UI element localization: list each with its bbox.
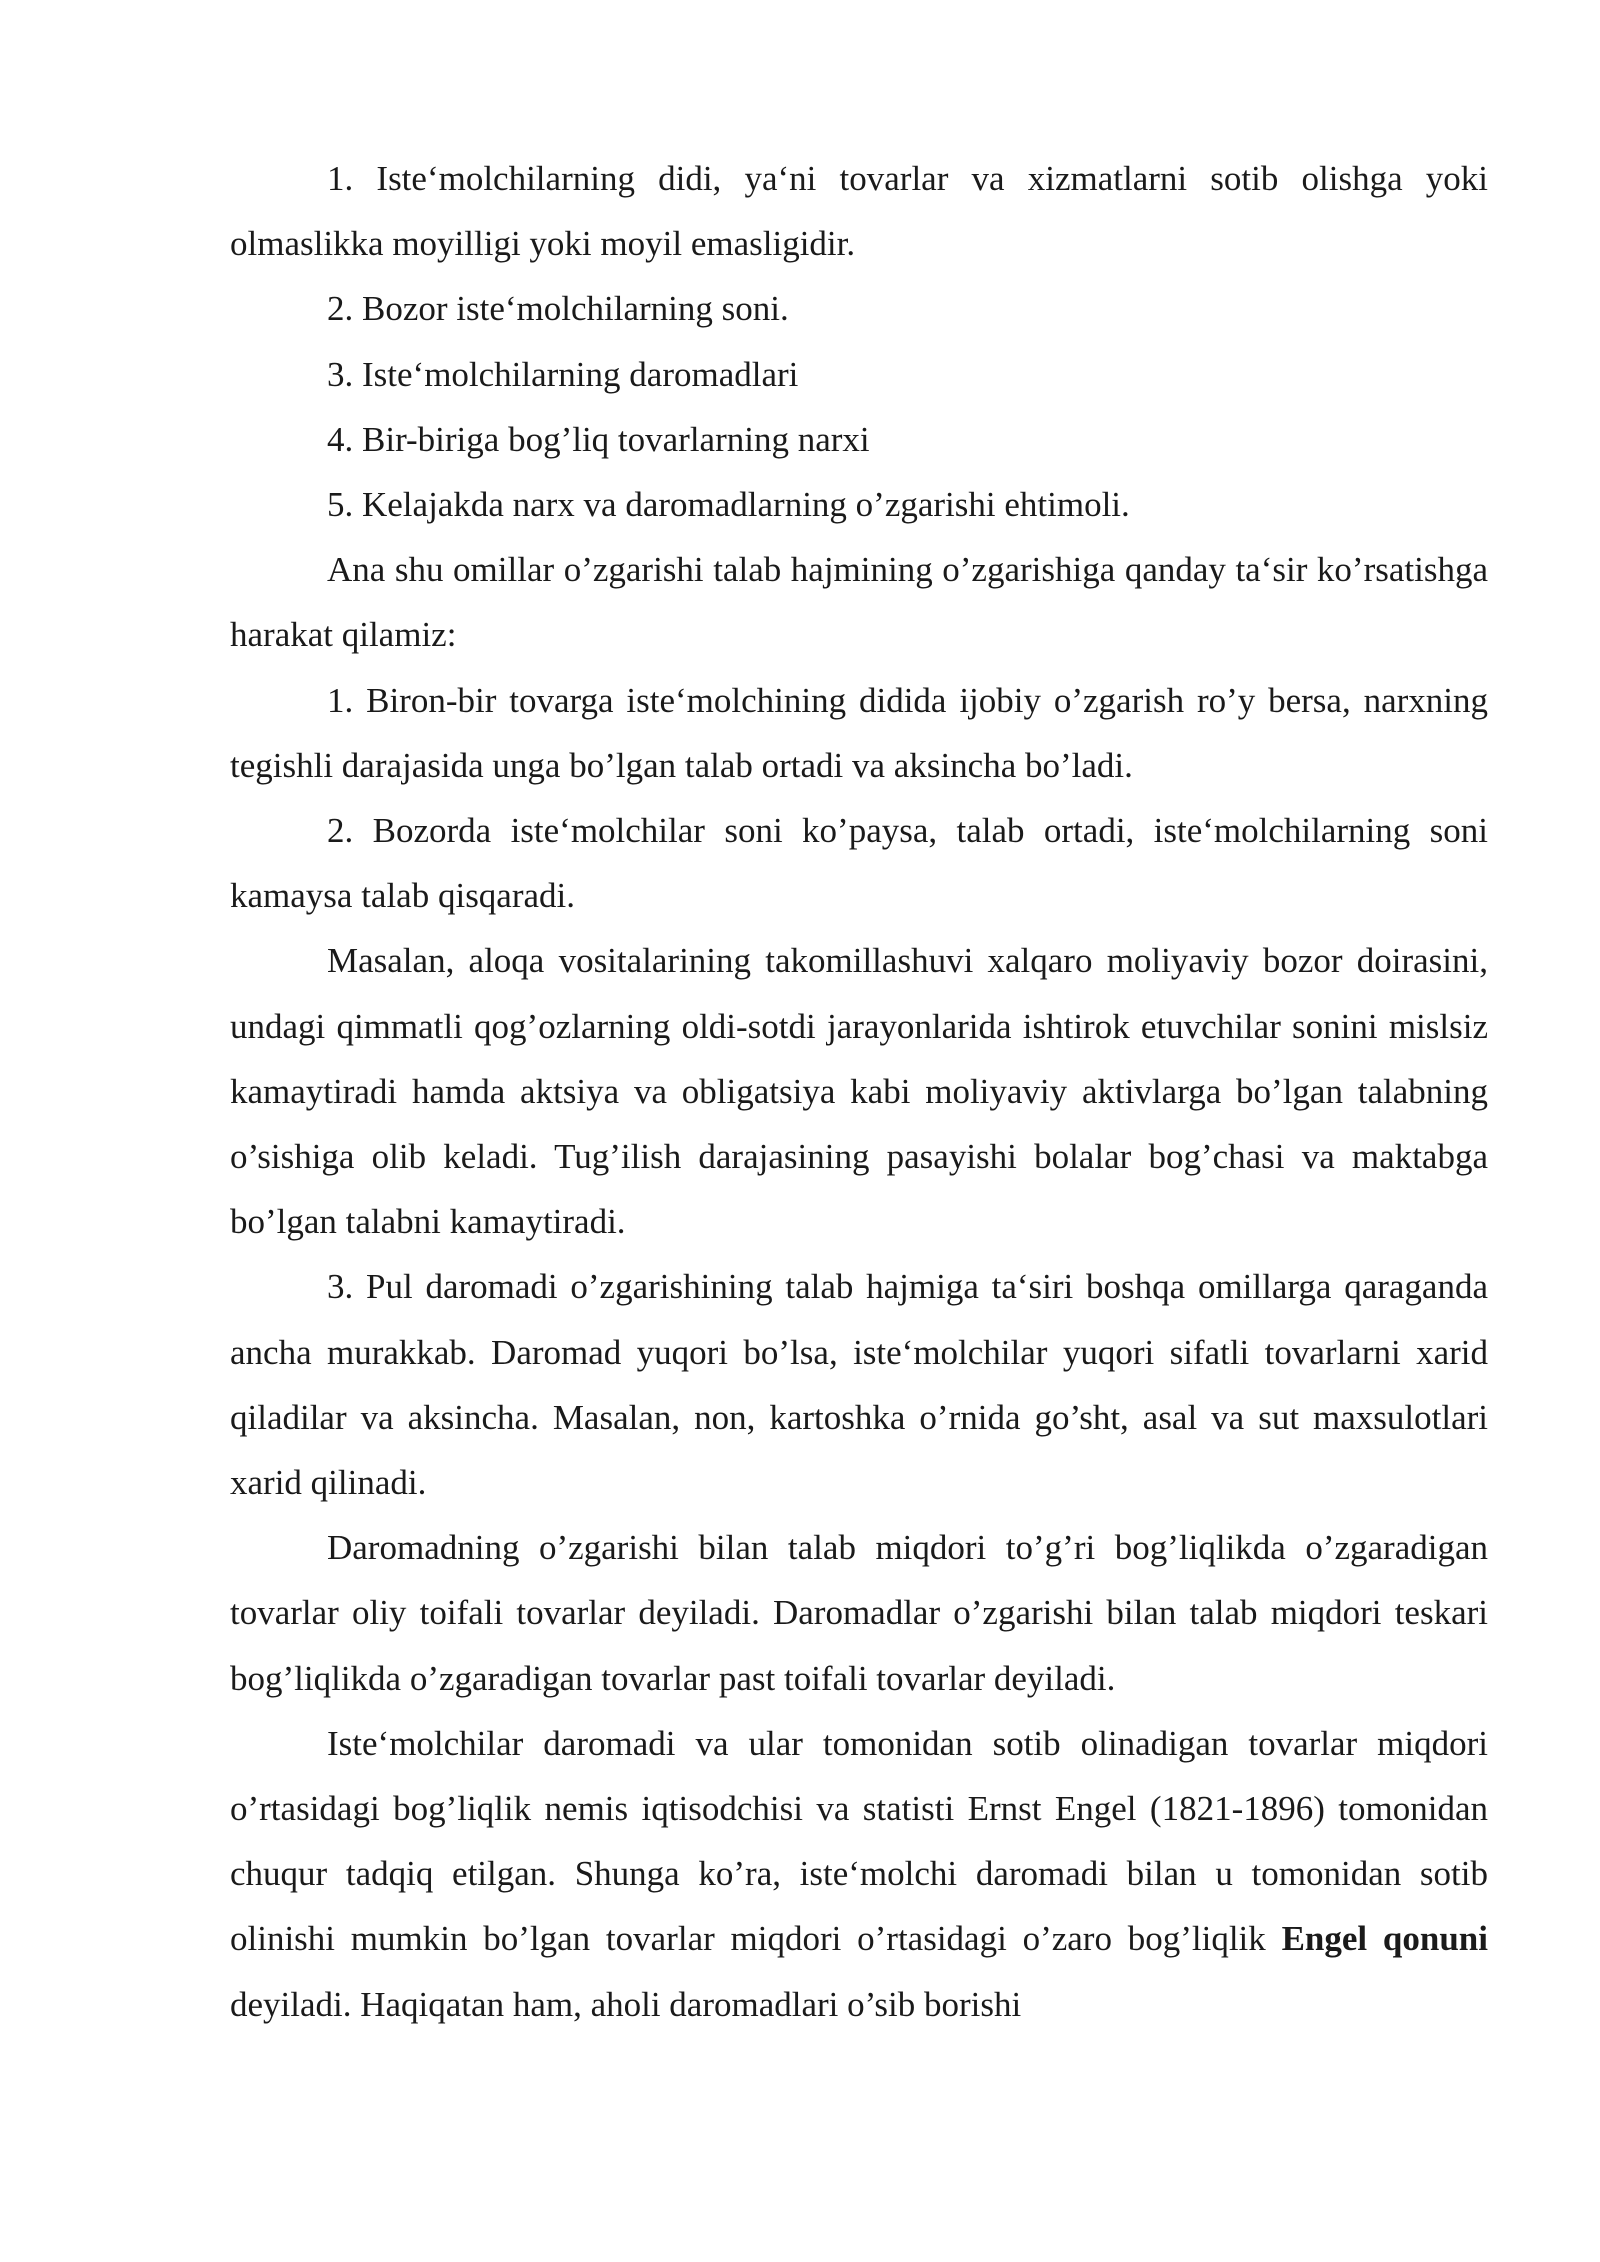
paragraph-text: deyiladi. Haqiqatan ham, aholi daromadlari o’sib borishi <box>230 1984 1022 2024</box>
paragraph: 2. Bozorda iste‘molchilar soni ko’paysa, talab ortadi, iste‘molchilarning soni kamaysa talab qisqaradi. <box>230 811 1488 916</box>
document-body <box>230 146 1488 2037</box>
paragraph: 1. Biron-bir tovarga iste‘molchining didida ijobiy o’zgarish ro’y bersa, narxning tegishli darajasida unga bo’lgan talab ortadi va aksincha bo’ladi. <box>230 680 1488 785</box>
paragraph: 5. Kelajakda narx va daromadlarning o’zgarishi ehtimoli. <box>327 485 1130 525</box>
paragraph: 4. Bir-biriga bog’liq tovarlarning narxi <box>327 419 870 459</box>
paragraph: Daromadning o’zgarishi bilan talab miqdori to’g’ri bog’liqlikda o’zgaradigan tovarlar oliy toifali tovarlar deyiladi. Daromadlar o’zgarishi bilan talab miqdori teskari bog’liqlikda o’zgaradigan tovarlar past toifali tovarlar deyiladi. <box>230 1528 1488 1698</box>
paragraph: 3. Iste‘molchilarning daromadlari <box>327 354 799 394</box>
paragraph: 3. Pul daromadi o’zgarishining talab hajmiga ta‘siri boshqa omillarga qaraganda ancha murakkab. Daromad yuqori bo’lsa, iste‘molchilar yuqori sifatli tovarlarni xarid qiladilar va aksincha. Masalan, non, kartoshka o’rnida go’sht, asal va sut maxsulotlari xarid qilinadi. <box>230 1267 1488 1503</box>
paragraph <box>230 1711 1488 2037</box>
bold-term: Engel qonuni <box>1281 1919 1488 1959</box>
paragraph: Masalan, aloqa vositalarining takomillashuvi xalqaro moliyaviy bozor doirasini, undagi qimmatli qog’ozlarning oldi-sotdi jarayonlarida ishtirok etuvchilar sonini mislsiz kamaytiradi hamda aktsiya va obligatsiya kabi moliyaviy aktivlarga bo’lgan talabning o’sishiga olib keladi. Tug’ilish darajasining pasayishi bolalar bog’chasi va maktabga bo’lgan talabni kamaytiradi. <box>230 941 1488 1242</box>
paragraph: 2. Bozor iste‘molchilarning soni. <box>327 289 789 329</box>
paragraph: 1. Iste‘molchilarning didi, ya‘ni tovarlar va xizmatlarni sotib olishga yoki olmaslikka moyilligi yoki moyil emasligidir. <box>230 159 1488 264</box>
paragraph-text: Iste‘molchilar daromadi va ular tomonidan sotib olinadigan tovarlar miqdori o’rtasidagi bog’liqlik nemis iqtisodchisi va statisti Ernst Engel (1821-1896) tomonidan chuqur tadqiq etilgan. Shunga ko’ra, iste‘molchi daromadi bilan u tomonidan sotib olinishi mumkin bo’lgan tovarlar miqdori o’rtasidagi o’zaro bog’liqlik <box>230 1723 1488 1959</box>
paragraph: Ana shu omillar o’zgarishi talab hajmining o’zgarishiga qanday ta‘sir ko’rsatishga harakat qilamiz: <box>230 550 1488 655</box>
